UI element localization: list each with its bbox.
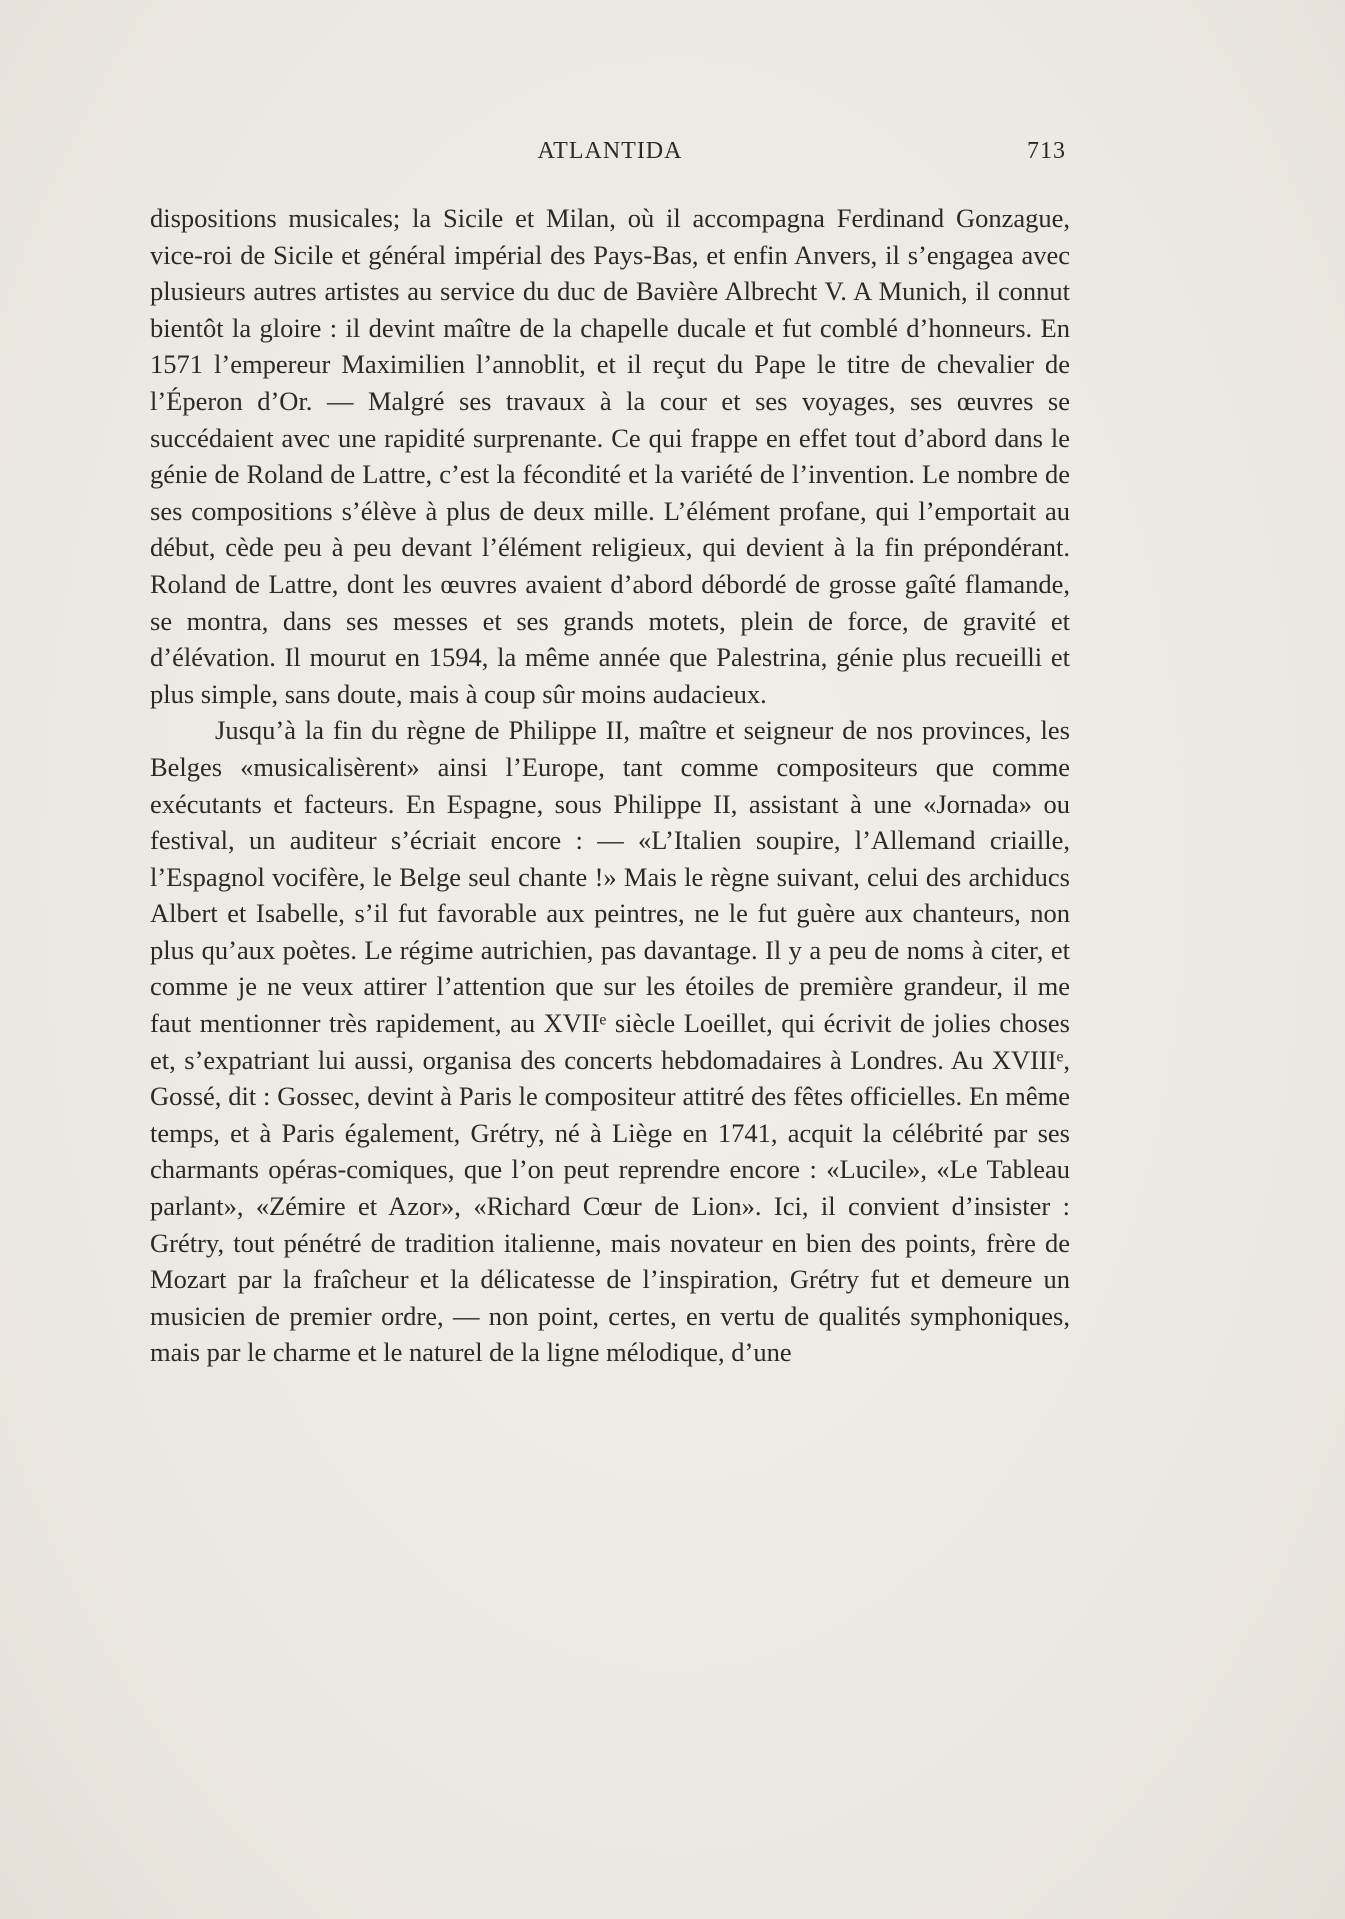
running-title: ATLANTIDA [537, 138, 683, 164]
page-number: 713 [1027, 138, 1066, 164]
paragraph-1: dispositions musicales; la Sicile et Milan, où il accompagna Ferdinand Gonzague, vice-roi de Sicile et général impérial des Pays-Bas, et enfin Anvers, il s’engagea avec plusieurs autres artistes au service du duc de Bavière Albrecht V. A Munich, il connut bientôt la gloire : il devint maître de la chapelle ducale et fut comblé d’honneurs. En 1571 l’empereur Maximilien l’annoblit, et il reçut du Pape le titre de chevalier de l’Éperon d’Or. — Malgré ses travaux à la cour et ses voyages, ses œuvres se succédaient avec une rapidité surprenante. Ce qui frappe en effet tout d’abord dans le génie de Roland de Lattre, c’est la fécondité et la variété de l’invention. Le nombre de ses compositions s’élève à plus de deux mille. L’élément profane, qui l’emportait au début, cède peu à peu devant l’élément religieux, qui devient à la fin prépondérant. Roland de Lattre, dont les œuvres avaient d’abord débordé de grosse gaîté flamande, se montra, dans ses messes et ses grands motets, plein de force, de gravité et d’élévation. Il mourut en 1594, la même année que Palestrina, génie plus recueilli et plus simple, sans doute, mais à coup sûr moins audacieux. [150, 203, 1070, 709]
body-text [150, 200, 1070, 1660]
paragraph-2: Jusqu’à la fin du règne de Philippe II, maître et seigneur de nos provinces, les Belges «musicalisèrent» ainsi l’Europe, tant comme compositeurs que comme exécutants et facteurs. En Espagne, sous Philippe II, assistant à une «Jornada» ou festival, un auditeur s’écriait encore : — «L’Italien soupire, l’Allemand criaille, l’Espagnol vocifère, le Belge seul chante !» Mais le règne suivant, celui des archiducs Albert et Isabelle, s’il fut favorable aux peintres, ne le fut guère aux chanteurs, non plus qu’aux poètes. Le régime autrichien, pas davantage. Il y a peu de noms à citer, et comme je ne veux attirer l’attention que sur les étoiles de première grandeur, il me faut mentionner très rapidement, au XVIIᵉ siècle Loeillet, qui écrivit de jolies choses et, s’expatriant lui aussi, organisa des concerts hebdomadaires à Londres. Au XVIIIᵉ, Gossé, dit : Gossec, devint à Paris le compositeur attitré des fêtes officielles. En même temps, et à Paris également, Grétry, né à Liège en 1741, acquit la célébrité par ses charmants opéras-comiques, que l’on peut reprendre encore : «Lucile», «Le Tableau parlant», «Zémire et Azor», «Richard Cœur de Lion». Ici, il convient d’insister : Grétry, tout pénétré de tradition italienne, mais novateur en bien des points, frère de Mozart par la fraîcheur et la délicatesse de l’inspiration, Grétry fut et demeure un musicien de premier ordre, — non point, certes, en vertu de qualités symphoniques, mais par le charme et le naturel de la ligne mélodique, d’une [150, 715, 1070, 1368]
running-header [150, 138, 1070, 172]
